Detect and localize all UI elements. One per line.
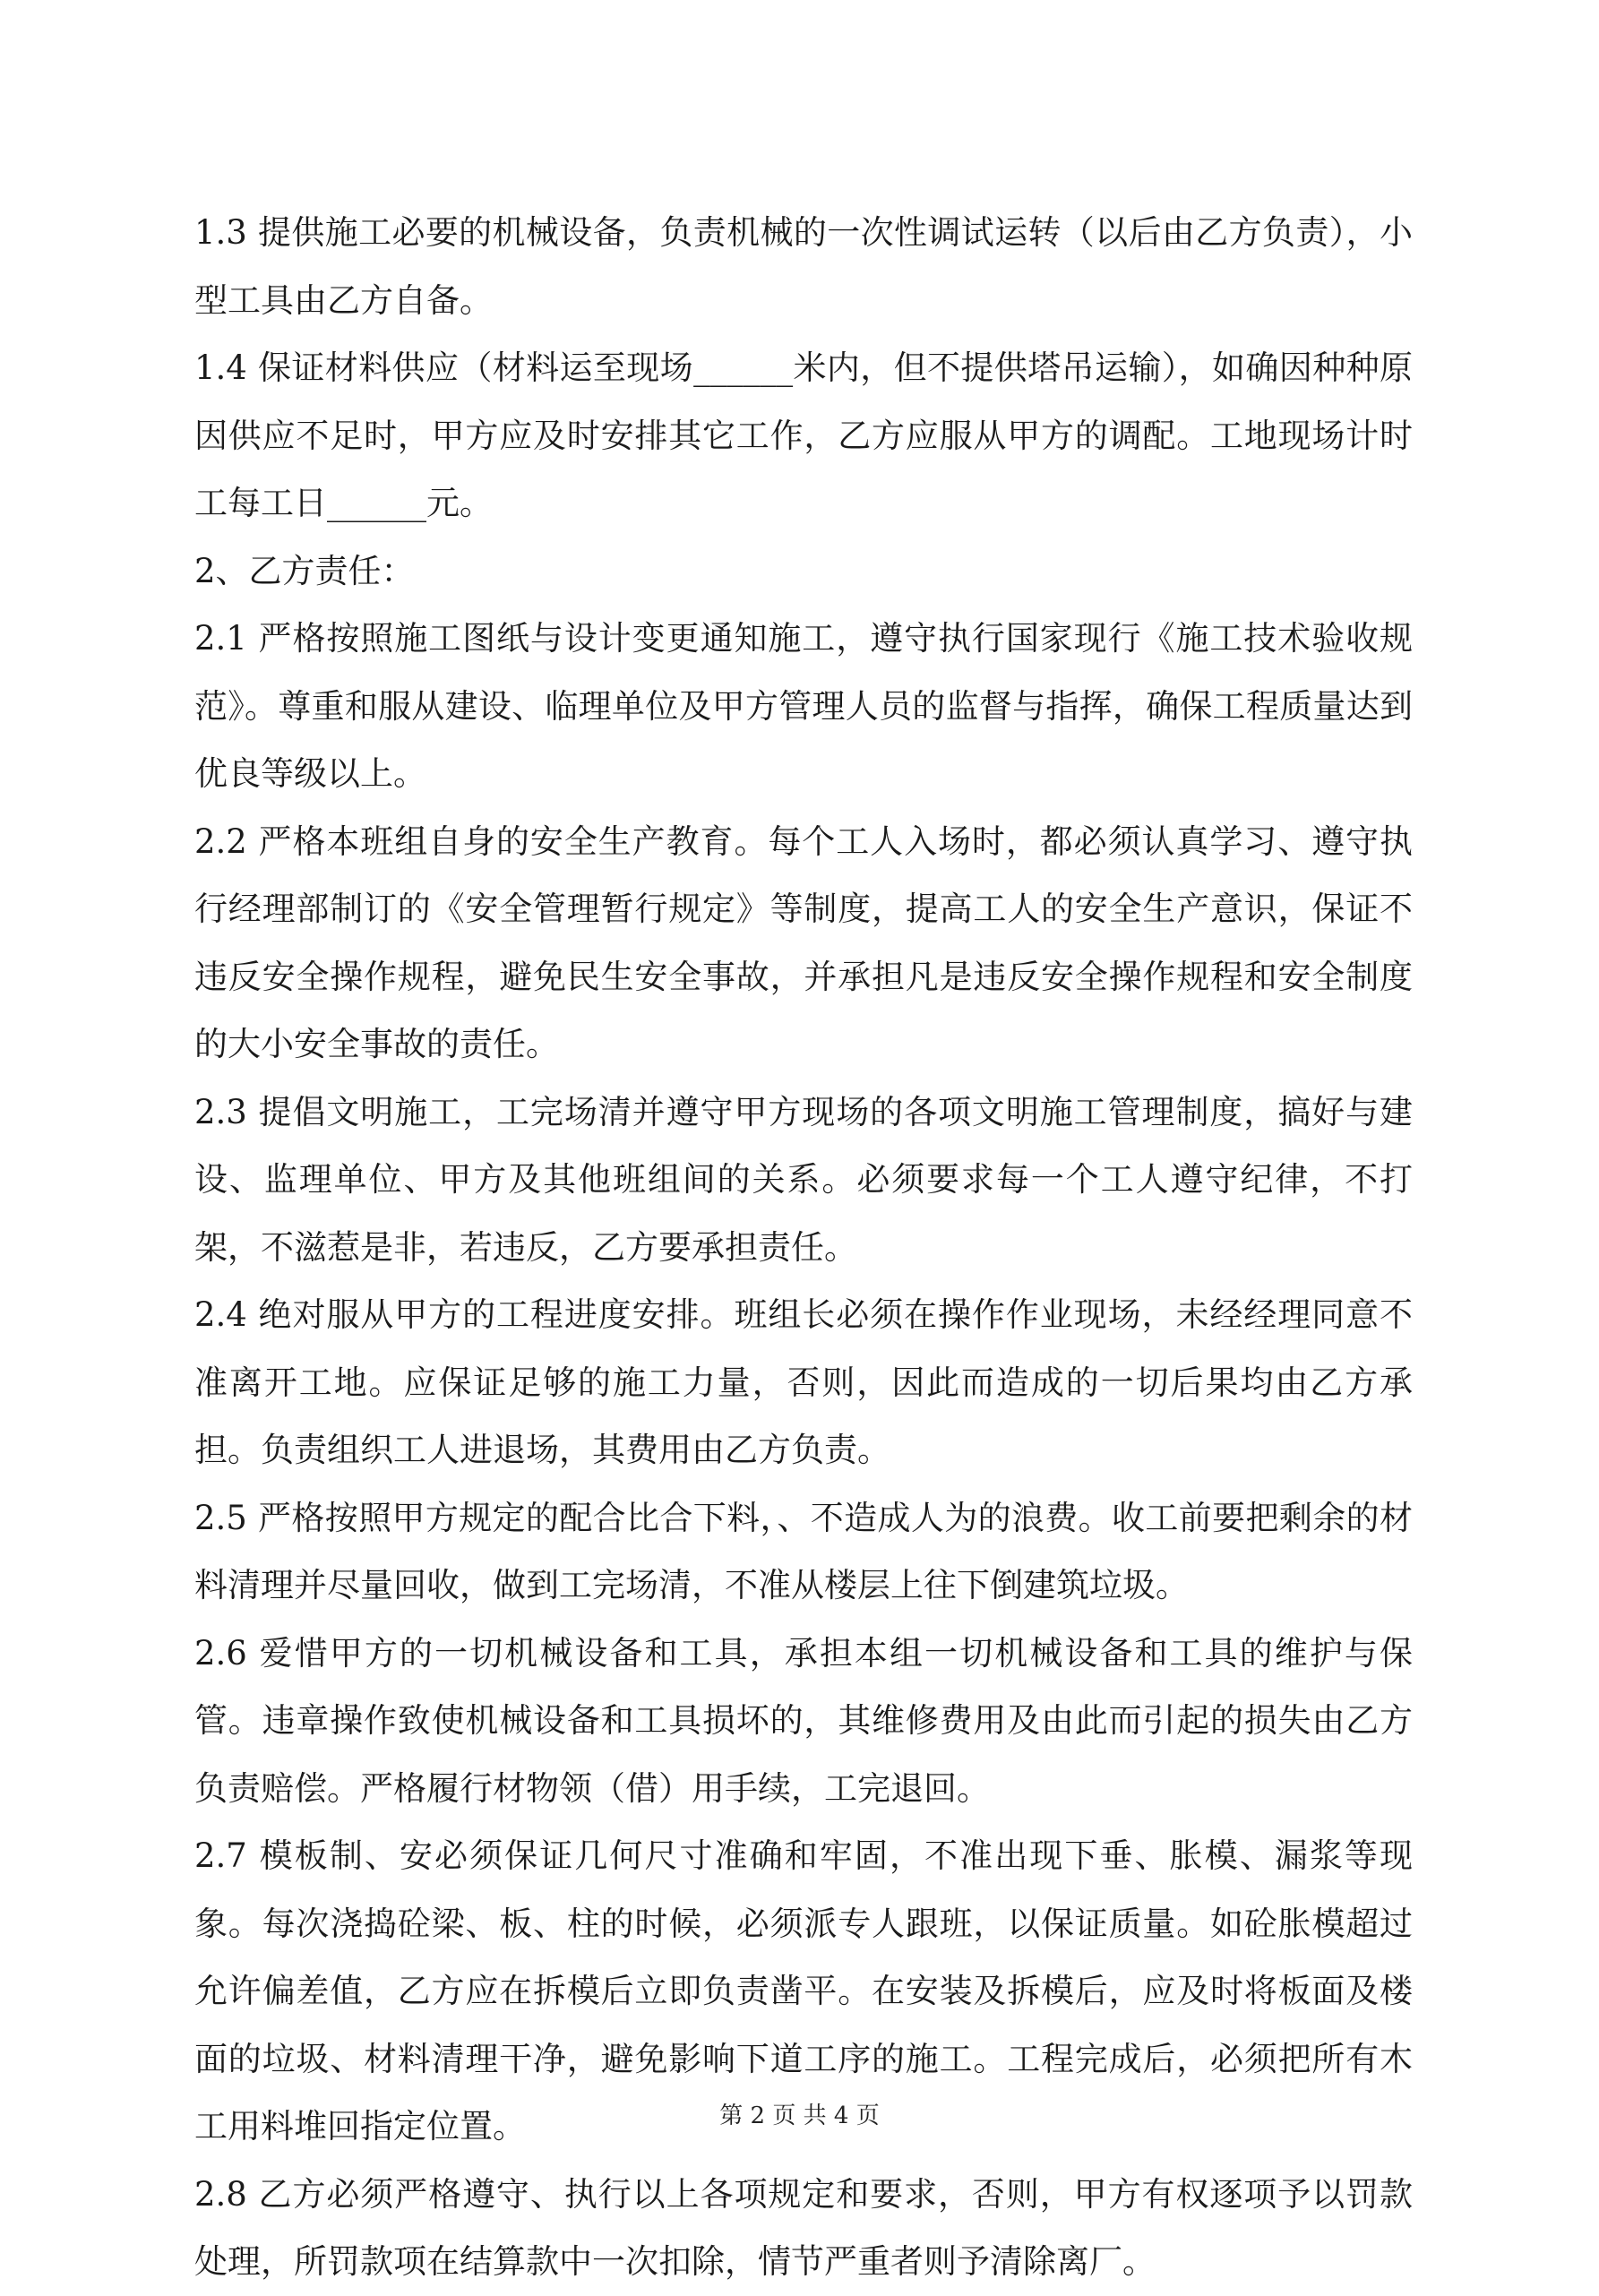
paragraph-1-4: 1.4 保证材料供应（材料运至现场______米内，但不提供塔吊运输），如确因种种原因供应不足时，甲方应及时安排其它工作，乙方应服从甲方的调配。工地现场计时工每工日______元。 (194, 348, 1413, 522)
page-number-footer: 第 2 页 共 4 页 (719, 2103, 880, 2129)
paragraph-2-4: 2.4 绝对服从甲方的工程进度安排。班组长必须在操作作业现场，未经经理同意不准离开工地。应保证足够的施工力量，否则，因此而造成的一切后果均由乙方承担。负责组织工人进退场，其费用由乙方负责。 (194, 1295, 1413, 1469)
paragraph-2-8: 2.8 乙方必须严格遵守、执行以上各项规定和要求，否则，甲方有权逐项予以罚款处理，所罚款项在结算款中一次扣除，情节严重者则予清除离厂。 (194, 2174, 1413, 2281)
section-heading-party-b: 2、乙方责任： (194, 551, 415, 590)
paragraph-2-6: 2.6 爱惜甲方的一切机械设备和工具，承担本组一切机械设备和工具的维护与保管。违章操作致使机械设备和工具损坏的，其维修费用及由此而引起的损失由乙方负责赔偿。严格履行材物领（借）用手续，工完退回。 (194, 1633, 1413, 1808)
paragraph-1-3: 1.3 提供施工必要的机械设备，负责机械的一次性调试运转（以后由乙方负责），小型工具由乙方自备。 (194, 213, 1413, 320)
paragraph-2-3: 2.3 提倡文明施工，工完场清并遵守甲方现场的各项文明施工管理制度，搞好与建设、监理单位、甲方及其他班组间的关系。必须要求每一个工人遵守纪律，不打架，不滋惹是非，若违反，乙方要承担责任。 (194, 1092, 1413, 1267)
paragraph-2-1: 2.1 严格按照施工图纸与设计变更通知施工，遵守执行国家现行《施工技术验收规范》。尊重和服从建设、临理单位及甲方管理人员的监督与指挥，确保工程质量达到优良等级以上。 (194, 619, 1413, 793)
document-body (194, 199, 1413, 2296)
paragraph-2-2: 2.2 严格本班组自身的安全生产教育。每个工人入场时，都必须认真学习、遵守执行经理部制订的《安全管理暂行规定》等制度，提高工人的安全生产意识，保证不违反安全操作规程，避免民生安全事故，并承担凡是违反安全操作规程和安全制度的大小安全事故的责任。 (194, 821, 1413, 1063)
paragraph-2-7: 2.7 模板制、安必须保证几何尺寸准确和牢固，不准出现下垂、胀模、漏浆等现象。每次浇捣砼梁、板、柱的时候，必须派专人跟班，以保证质量。如砼胀模超过允许偏差值，乙方应在拆模后立即负责凿平。在安装及拆模后，应及时将板面及楼面的垃圾、材料清理干净，避免影响下道工序的施工。工程完成后，必须把所有木工用料堆回指定位置。 (194, 1836, 1413, 2146)
paragraph-2-5: 2.5 严格按照甲方规定的配合比合下料，、不造成人为的浪费。收工前要把剩余的材料清理并尽量回收，做到工完场清，不准从楼层上往下倒建筑垃圾。 (194, 1498, 1413, 1604)
